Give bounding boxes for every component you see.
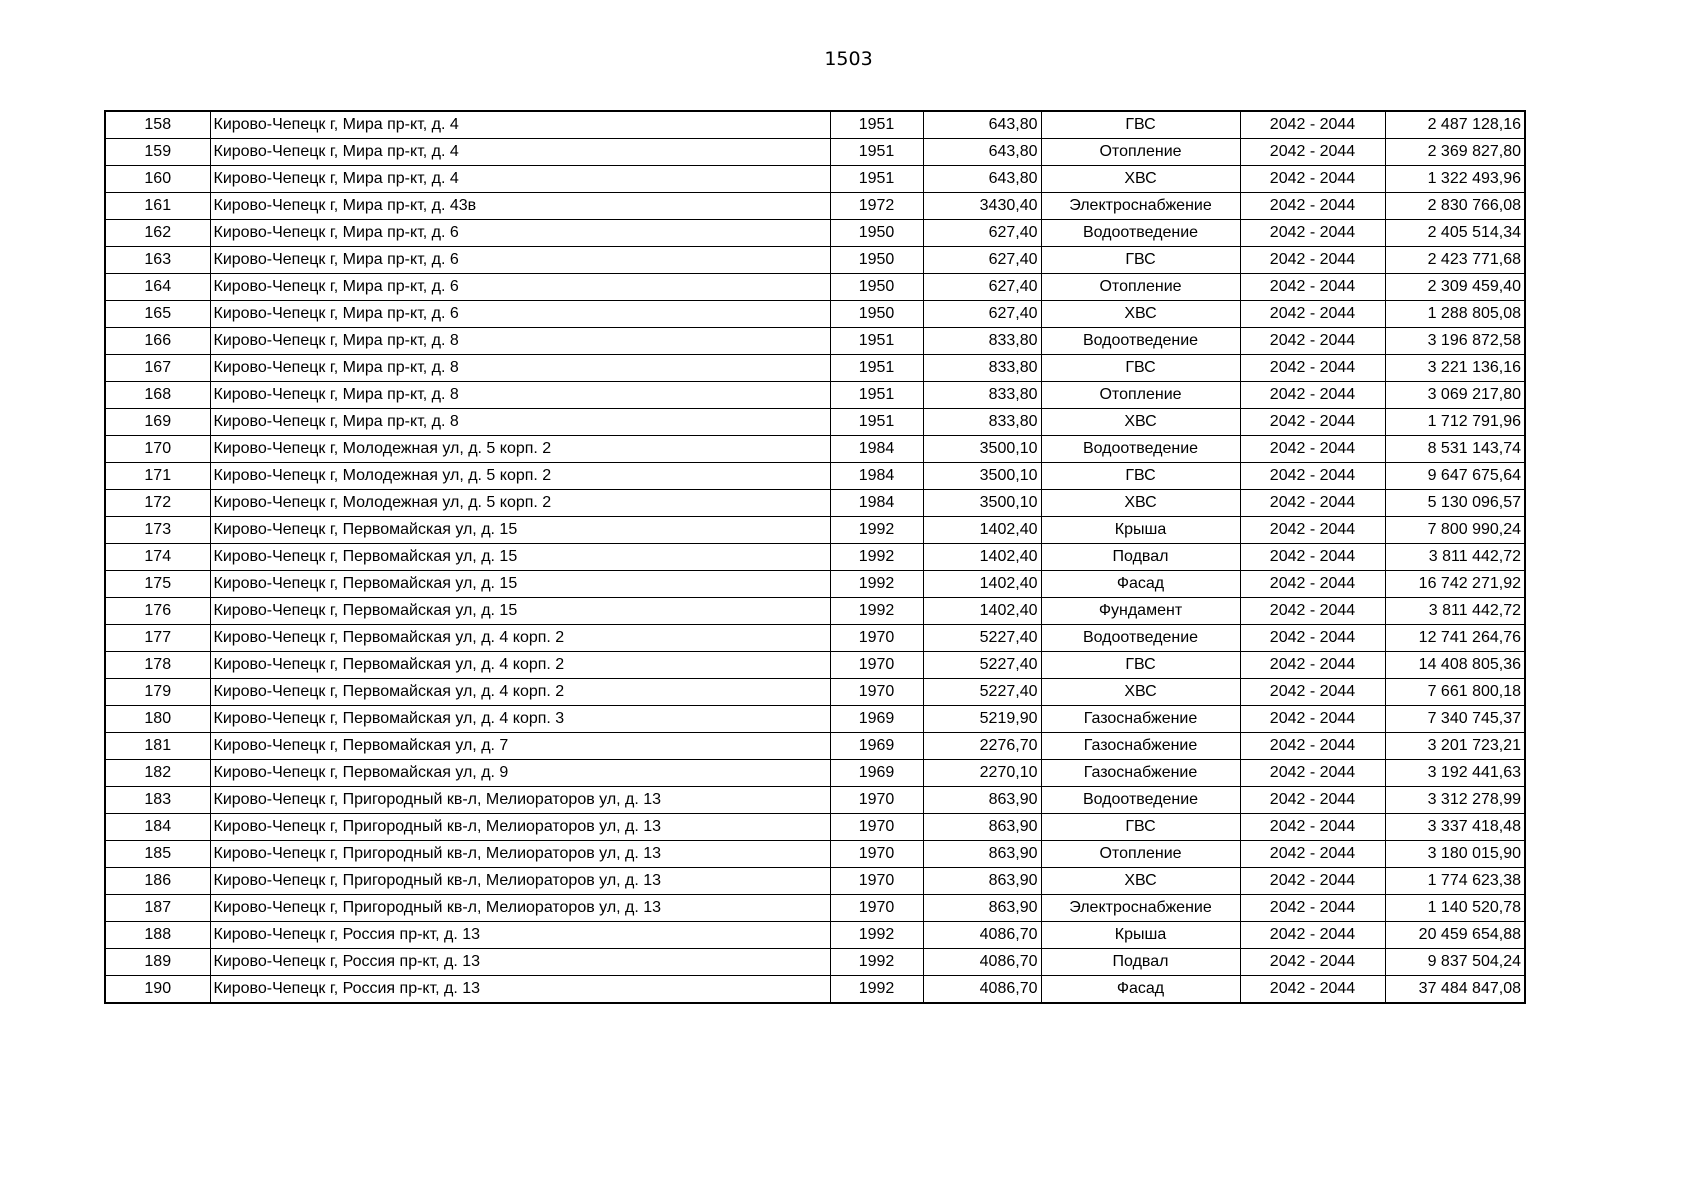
row-number-cell: 163 — [105, 247, 210, 274]
period-cell: 2042 - 2044 — [1240, 436, 1385, 463]
area-cell: 5219,90 — [923, 706, 1041, 733]
area-cell: 643,80 — [923, 111, 1041, 139]
table-row — [105, 706, 1525, 733]
year-built-cell: 1992 — [830, 517, 923, 544]
year-built-cell: 1950 — [830, 220, 923, 247]
year-built-cell: 1972 — [830, 193, 923, 220]
cost-cell: 7 661 800,18 — [1385, 679, 1525, 706]
area-cell: 863,90 — [923, 868, 1041, 895]
year-built-cell: 1984 — [830, 463, 923, 490]
area-cell: 643,80 — [923, 139, 1041, 166]
row-number-cell: 172 — [105, 490, 210, 517]
table-row — [105, 111, 1525, 139]
address-cell: Кирово-Чепецк г, Россия пр-кт, д. 13 — [210, 922, 830, 949]
work-type-cell: Фасад — [1041, 976, 1240, 1004]
cost-cell: 2 369 827,80 — [1385, 139, 1525, 166]
table-body — [105, 111, 1525, 1003]
address-cell: Кирово-Чепецк г, Мира пр-кт, д. 4 — [210, 166, 830, 193]
address-cell: Кирово-Чепецк г, Россия пр-кт, д. 13 — [210, 949, 830, 976]
period-cell: 2042 - 2044 — [1240, 111, 1385, 139]
area-cell: 863,90 — [923, 895, 1041, 922]
cost-cell: 3 201 723,21 — [1385, 733, 1525, 760]
area-cell: 1402,40 — [923, 544, 1041, 571]
area-cell: 643,80 — [923, 166, 1041, 193]
period-cell: 2042 - 2044 — [1240, 841, 1385, 868]
period-cell: 2042 - 2044 — [1240, 625, 1385, 652]
year-built-cell: 1950 — [830, 247, 923, 274]
address-cell: Кирово-Чепецк г, Россия пр-кт, д. 13 — [210, 976, 830, 1004]
period-cell: 2042 - 2044 — [1240, 895, 1385, 922]
period-cell: 2042 - 2044 — [1240, 787, 1385, 814]
address-cell: Кирово-Чепецк г, Первомайская ул, д. 15 — [210, 544, 830, 571]
period-cell: 2042 - 2044 — [1240, 598, 1385, 625]
area-cell: 5227,40 — [923, 625, 1041, 652]
row-number-cell: 189 — [105, 949, 210, 976]
work-type-cell: Газоснабжение — [1041, 706, 1240, 733]
period-cell: 2042 - 2044 — [1240, 652, 1385, 679]
address-cell: Кирово-Чепецк г, Мира пр-кт, д. 4 — [210, 111, 830, 139]
year-built-cell: 1970 — [830, 868, 923, 895]
area-cell: 833,80 — [923, 355, 1041, 382]
row-number-cell: 183 — [105, 787, 210, 814]
address-cell: Кирово-Чепецк г, Мира пр-кт, д. 4 — [210, 139, 830, 166]
year-built-cell: 1984 — [830, 490, 923, 517]
address-cell: Кирово-Чепецк г, Первомайская ул, д. 4 корп. 2 — [210, 625, 830, 652]
work-type-cell: ГВС — [1041, 463, 1240, 490]
period-cell: 2042 - 2044 — [1240, 409, 1385, 436]
table-row — [105, 517, 1525, 544]
cost-cell: 3 221 136,16 — [1385, 355, 1525, 382]
address-cell: Кирово-Чепецк г, Первомайская ул, д. 15 — [210, 571, 830, 598]
table-row — [105, 274, 1525, 301]
work-type-cell: ГВС — [1041, 814, 1240, 841]
table-row — [105, 301, 1525, 328]
year-built-cell: 1951 — [830, 382, 923, 409]
period-cell: 2042 - 2044 — [1240, 463, 1385, 490]
cost-cell: 9 647 675,64 — [1385, 463, 1525, 490]
row-number-cell: 173 — [105, 517, 210, 544]
cost-cell: 1 322 493,96 — [1385, 166, 1525, 193]
cost-cell: 7 800 990,24 — [1385, 517, 1525, 544]
table-row — [105, 490, 1525, 517]
area-cell: 1402,40 — [923, 517, 1041, 544]
table-row — [105, 382, 1525, 409]
work-type-cell: Водоотведение — [1041, 787, 1240, 814]
address-cell: Кирово-Чепецк г, Мира пр-кт, д. 43в — [210, 193, 830, 220]
cost-cell: 2 487 128,16 — [1385, 111, 1525, 139]
cost-cell: 3 069 217,80 — [1385, 382, 1525, 409]
address-cell: Кирово-Чепецк г, Мира пр-кт, д. 8 — [210, 328, 830, 355]
year-built-cell: 1951 — [830, 111, 923, 139]
cost-cell: 1 140 520,78 — [1385, 895, 1525, 922]
cost-cell: 12 741 264,76 — [1385, 625, 1525, 652]
period-cell: 2042 - 2044 — [1240, 571, 1385, 598]
work-type-cell: Фундамент — [1041, 598, 1240, 625]
work-type-cell: Подвал — [1041, 949, 1240, 976]
address-cell: Кирово-Чепецк г, Пригородный кв-л, Мелиораторов ул, д. 13 — [210, 868, 830, 895]
repair-schedule-table — [104, 110, 1526, 1004]
row-number-cell: 181 — [105, 733, 210, 760]
table-row — [105, 625, 1525, 652]
year-built-cell: 1950 — [830, 301, 923, 328]
year-built-cell: 1951 — [830, 355, 923, 382]
cost-cell: 7 340 745,37 — [1385, 706, 1525, 733]
cost-cell: 1 774 623,38 — [1385, 868, 1525, 895]
table-row — [105, 166, 1525, 193]
address-cell: Кирово-Чепецк г, Мира пр-кт, д. 8 — [210, 409, 830, 436]
row-number-cell: 184 — [105, 814, 210, 841]
address-cell: Кирово-Чепецк г, Пригородный кв-л, Мелиораторов ул, д. 13 — [210, 895, 830, 922]
table-row — [105, 571, 1525, 598]
address-cell: Кирово-Чепецк г, Мира пр-кт, д. 6 — [210, 247, 830, 274]
address-cell: Кирово-Чепецк г, Первомайская ул, д. 15 — [210, 517, 830, 544]
row-number-cell: 162 — [105, 220, 210, 247]
period-cell: 2042 - 2044 — [1240, 193, 1385, 220]
address-cell: Кирово-Чепецк г, Первомайская ул, д. 4 корп. 2 — [210, 652, 830, 679]
work-type-cell: Газоснабжение — [1041, 733, 1240, 760]
address-cell: Кирово-Чепецк г, Мира пр-кт, д. 8 — [210, 355, 830, 382]
cost-cell: 37 484 847,08 — [1385, 976, 1525, 1004]
year-built-cell: 1950 — [830, 274, 923, 301]
cost-cell: 16 742 271,92 — [1385, 571, 1525, 598]
address-cell: Кирово-Чепецк г, Первомайская ул, д. 7 — [210, 733, 830, 760]
row-number-cell: 180 — [105, 706, 210, 733]
year-built-cell: 1992 — [830, 976, 923, 1004]
row-number-cell: 159 — [105, 139, 210, 166]
table-row — [105, 652, 1525, 679]
period-cell: 2042 - 2044 — [1240, 301, 1385, 328]
year-built-cell: 1970 — [830, 895, 923, 922]
period-cell: 2042 - 2044 — [1240, 922, 1385, 949]
row-number-cell: 188 — [105, 922, 210, 949]
table-row — [105, 247, 1525, 274]
area-cell: 2276,70 — [923, 733, 1041, 760]
work-type-cell: Отопление — [1041, 139, 1240, 166]
area-cell: 1402,40 — [923, 598, 1041, 625]
period-cell: 2042 - 2044 — [1240, 706, 1385, 733]
area-cell: 627,40 — [923, 220, 1041, 247]
row-number-cell: 176 — [105, 598, 210, 625]
row-number-cell: 187 — [105, 895, 210, 922]
work-type-cell: ХВС — [1041, 409, 1240, 436]
year-built-cell: 1951 — [830, 409, 923, 436]
cost-cell: 2 830 766,08 — [1385, 193, 1525, 220]
row-number-cell: 160 — [105, 166, 210, 193]
row-number-cell: 174 — [105, 544, 210, 571]
period-cell: 2042 - 2044 — [1240, 679, 1385, 706]
table-row — [105, 922, 1525, 949]
year-built-cell: 1970 — [830, 652, 923, 679]
area-cell: 863,90 — [923, 814, 1041, 841]
row-number-cell: 185 — [105, 841, 210, 868]
page-number: 1503 — [824, 48, 873, 70]
table-row — [105, 895, 1525, 922]
work-type-cell: Фасад — [1041, 571, 1240, 598]
year-built-cell: 1992 — [830, 598, 923, 625]
address-cell: Кирово-Чепецк г, Молодежная ул, д. 5 корп. 2 — [210, 463, 830, 490]
cost-cell: 3 337 418,48 — [1385, 814, 1525, 841]
table-row — [105, 949, 1525, 976]
period-cell: 2042 - 2044 — [1240, 382, 1385, 409]
work-type-cell: Отопление — [1041, 274, 1240, 301]
table-row — [105, 463, 1525, 490]
period-cell: 2042 - 2044 — [1240, 328, 1385, 355]
work-type-cell: Электроснабжение — [1041, 193, 1240, 220]
cost-cell: 9 837 504,24 — [1385, 949, 1525, 976]
area-cell: 863,90 — [923, 787, 1041, 814]
work-type-cell: ГВС — [1041, 652, 1240, 679]
table-row — [105, 814, 1525, 841]
address-cell: Кирово-Чепецк г, Первомайская ул, д. 15 — [210, 598, 830, 625]
table-row — [105, 679, 1525, 706]
year-built-cell: 1970 — [830, 679, 923, 706]
row-number-cell: 168 — [105, 382, 210, 409]
table-row — [105, 733, 1525, 760]
year-built-cell: 1992 — [830, 949, 923, 976]
area-cell: 627,40 — [923, 247, 1041, 274]
row-number-cell: 161 — [105, 193, 210, 220]
work-type-cell: ХВС — [1041, 679, 1240, 706]
area-cell: 1402,40 — [923, 571, 1041, 598]
period-cell: 2042 - 2044 — [1240, 166, 1385, 193]
cost-cell: 3 811 442,72 — [1385, 598, 1525, 625]
year-built-cell: 1969 — [830, 760, 923, 787]
period-cell: 2042 - 2044 — [1240, 247, 1385, 274]
row-number-cell: 186 — [105, 868, 210, 895]
work-type-cell: ГВС — [1041, 355, 1240, 382]
work-type-cell: Электроснабжение — [1041, 895, 1240, 922]
area-cell: 4086,70 — [923, 949, 1041, 976]
area-cell: 627,40 — [923, 301, 1041, 328]
table-row — [105, 787, 1525, 814]
cost-cell: 3 312 278,99 — [1385, 787, 1525, 814]
address-cell: Кирово-Чепецк г, Мира пр-кт, д. 8 — [210, 382, 830, 409]
address-cell: Кирово-Чепецк г, Молодежная ул, д. 5 корп. 2 — [210, 490, 830, 517]
address-cell: Кирово-Чепецк г, Молодежная ул, д. 5 корп. 2 — [210, 436, 830, 463]
work-type-cell: Газоснабжение — [1041, 760, 1240, 787]
cost-cell: 1 712 791,96 — [1385, 409, 1525, 436]
year-built-cell: 1970 — [830, 787, 923, 814]
row-number-cell: 171 — [105, 463, 210, 490]
row-number-cell: 175 — [105, 571, 210, 598]
work-type-cell: ХВС — [1041, 490, 1240, 517]
address-cell: Кирово-Чепецк г, Мира пр-кт, д. 6 — [210, 301, 830, 328]
work-type-cell: Водоотведение — [1041, 220, 1240, 247]
work-type-cell: ГВС — [1041, 247, 1240, 274]
work-type-cell: Водоотведение — [1041, 436, 1240, 463]
area-cell: 833,80 — [923, 328, 1041, 355]
period-cell: 2042 - 2044 — [1240, 490, 1385, 517]
period-cell: 2042 - 2044 — [1240, 976, 1385, 1004]
area-cell: 4086,70 — [923, 976, 1041, 1004]
year-built-cell: 1951 — [830, 166, 923, 193]
year-built-cell: 1984 — [830, 436, 923, 463]
table-row — [105, 760, 1525, 787]
address-cell: Кирово-Чепецк г, Первомайская ул, д. 4 корп. 3 — [210, 706, 830, 733]
address-cell: Кирово-Чепецк г, Мира пр-кт, д. 6 — [210, 220, 830, 247]
area-cell: 5227,40 — [923, 652, 1041, 679]
year-built-cell: 1970 — [830, 841, 923, 868]
year-built-cell: 1992 — [830, 922, 923, 949]
year-built-cell: 1992 — [830, 571, 923, 598]
period-cell: 2042 - 2044 — [1240, 220, 1385, 247]
work-type-cell: Крыша — [1041, 517, 1240, 544]
table-row — [105, 841, 1525, 868]
cost-cell: 20 459 654,88 — [1385, 922, 1525, 949]
period-cell: 2042 - 2044 — [1240, 355, 1385, 382]
table-row — [105, 544, 1525, 571]
cost-cell: 1 288 805,08 — [1385, 301, 1525, 328]
period-cell: 2042 - 2044 — [1240, 949, 1385, 976]
cost-cell: 5 130 096,57 — [1385, 490, 1525, 517]
year-built-cell: 1951 — [830, 139, 923, 166]
table-row — [105, 220, 1525, 247]
work-type-cell: ХВС — [1041, 166, 1240, 193]
period-cell: 2042 - 2044 — [1240, 544, 1385, 571]
period-cell: 2042 - 2044 — [1240, 868, 1385, 895]
row-number-cell: 169 — [105, 409, 210, 436]
work-type-cell: Водоотведение — [1041, 328, 1240, 355]
table-row — [105, 598, 1525, 625]
period-cell: 2042 - 2044 — [1240, 733, 1385, 760]
table-row — [105, 409, 1525, 436]
area-cell: 3500,10 — [923, 490, 1041, 517]
work-type-cell: Отопление — [1041, 841, 1240, 868]
address-cell: Кирово-Чепецк г, Пригородный кв-л, Мелиораторов ул, д. 13 — [210, 841, 830, 868]
row-number-cell: 182 — [105, 760, 210, 787]
row-number-cell: 167 — [105, 355, 210, 382]
table-row — [105, 355, 1525, 382]
table-row — [105, 976, 1525, 1004]
area-cell: 833,80 — [923, 382, 1041, 409]
cost-cell: 2 309 459,40 — [1385, 274, 1525, 301]
period-cell: 2042 - 2044 — [1240, 760, 1385, 787]
row-number-cell: 158 — [105, 111, 210, 139]
row-number-cell: 166 — [105, 328, 210, 355]
table-row — [105, 436, 1525, 463]
cost-cell: 14 408 805,36 — [1385, 652, 1525, 679]
year-built-cell: 1970 — [830, 625, 923, 652]
period-cell: 2042 - 2044 — [1240, 517, 1385, 544]
address-cell: Кирово-Чепецк г, Первомайская ул, д. 4 корп. 2 — [210, 679, 830, 706]
work-type-cell: Крыша — [1041, 922, 1240, 949]
address-cell: Кирово-Чепецк г, Пригородный кв-л, Мелиораторов ул, д. 13 — [210, 787, 830, 814]
cost-cell: 3 192 441,63 — [1385, 760, 1525, 787]
year-built-cell: 1992 — [830, 544, 923, 571]
work-type-cell: ГВС — [1041, 111, 1240, 139]
table-row — [105, 193, 1525, 220]
area-cell: 2270,10 — [923, 760, 1041, 787]
work-type-cell: ХВС — [1041, 301, 1240, 328]
period-cell: 2042 - 2044 — [1240, 814, 1385, 841]
table-row — [105, 139, 1525, 166]
row-number-cell: 165 — [105, 301, 210, 328]
row-number-cell: 179 — [105, 679, 210, 706]
work-type-cell: Подвал — [1041, 544, 1240, 571]
work-type-cell: ХВС — [1041, 868, 1240, 895]
period-cell: 2042 - 2044 — [1240, 139, 1385, 166]
area-cell: 833,80 — [923, 409, 1041, 436]
cost-cell: 3 811 442,72 — [1385, 544, 1525, 571]
area-cell: 3500,10 — [923, 436, 1041, 463]
cost-cell: 2 405 514,34 — [1385, 220, 1525, 247]
row-number-cell: 190 — [105, 976, 210, 1004]
cost-cell: 8 531 143,74 — [1385, 436, 1525, 463]
address-cell: Кирово-Чепецк г, Пригородный кв-л, Мелиораторов ул, д. 13 — [210, 814, 830, 841]
year-built-cell: 1969 — [830, 706, 923, 733]
year-built-cell: 1969 — [830, 733, 923, 760]
row-number-cell: 177 — [105, 625, 210, 652]
area-cell: 627,40 — [923, 274, 1041, 301]
work-type-cell: Отопление — [1041, 382, 1240, 409]
row-number-cell: 170 — [105, 436, 210, 463]
address-cell: Кирово-Чепецк г, Мира пр-кт, д. 6 — [210, 274, 830, 301]
period-cell: 2042 - 2044 — [1240, 274, 1385, 301]
area-cell: 5227,40 — [923, 679, 1041, 706]
row-number-cell: 178 — [105, 652, 210, 679]
area-cell: 4086,70 — [923, 922, 1041, 949]
area-cell: 3500,10 — [923, 463, 1041, 490]
row-number-cell: 164 — [105, 274, 210, 301]
work-type-cell: Водоотведение — [1041, 625, 1240, 652]
cost-cell: 3 196 872,58 — [1385, 328, 1525, 355]
cost-cell: 2 423 771,68 — [1385, 247, 1525, 274]
table-row — [105, 868, 1525, 895]
year-built-cell: 1970 — [830, 814, 923, 841]
address-cell: Кирово-Чепецк г, Первомайская ул, д. 9 — [210, 760, 830, 787]
cost-cell: 3 180 015,90 — [1385, 841, 1525, 868]
area-cell: 863,90 — [923, 841, 1041, 868]
area-cell: 3430,40 — [923, 193, 1041, 220]
year-built-cell: 1951 — [830, 328, 923, 355]
table-row — [105, 328, 1525, 355]
